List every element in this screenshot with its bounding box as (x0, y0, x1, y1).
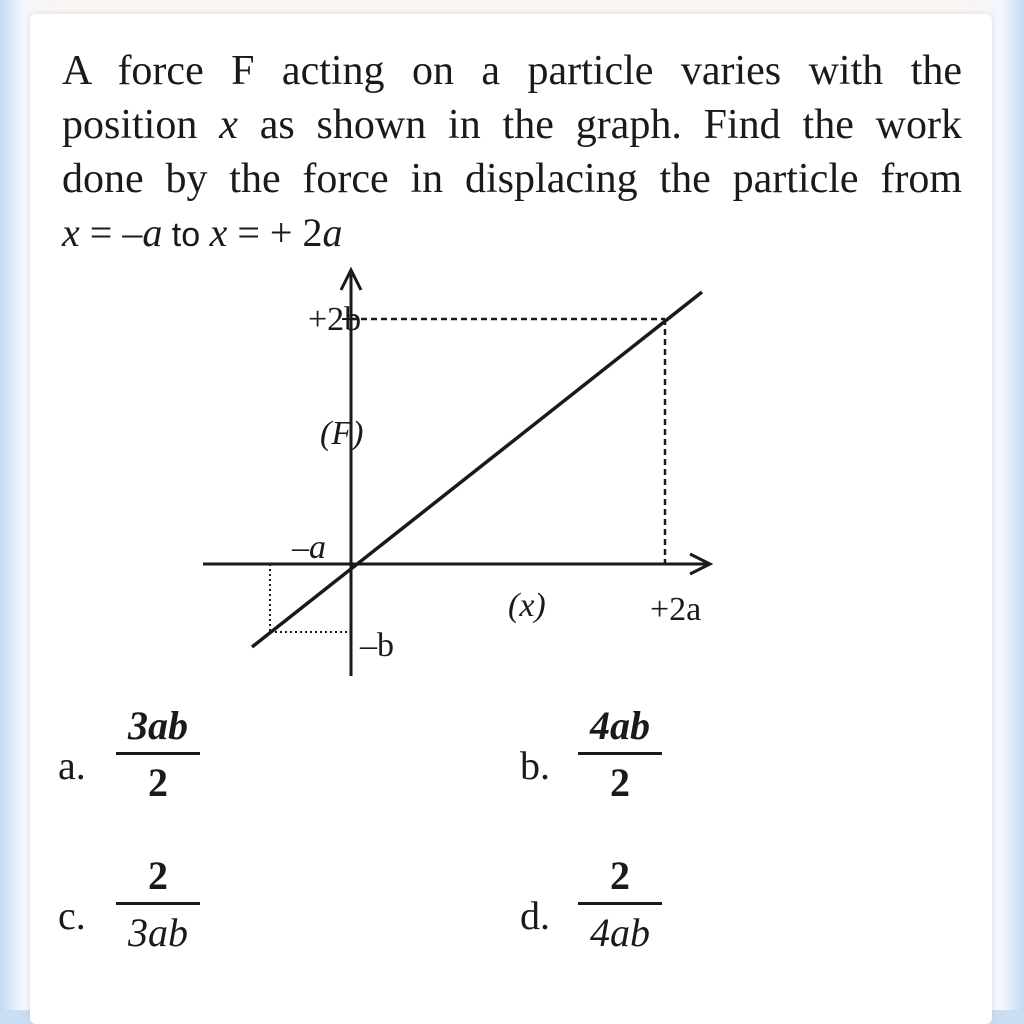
option-a-letter: a. (58, 743, 86, 788)
option-b[interactable] (520, 704, 720, 834)
label-minus-b: –b (360, 627, 394, 664)
fraction-bar (578, 902, 662, 905)
label-minus-a: –a (292, 529, 326, 566)
option-a[interactable] (58, 704, 258, 834)
option-b-denominator: 2 (610, 760, 630, 805)
option-d-letter: d. (520, 893, 550, 938)
option-d-denominator: 4ab (590, 910, 650, 955)
option-c-numerator: 2 (148, 853, 168, 898)
option-c-letter: c. (58, 893, 86, 938)
option-b-letter: b. (520, 743, 550, 788)
option-d[interactable] (520, 854, 720, 984)
option-c-fraction (116, 854, 200, 955)
option-b-numerator: 4ab (590, 703, 650, 748)
option-d-numerator: 2 (610, 853, 630, 898)
option-a-fraction (116, 704, 200, 805)
option-a-denominator: 2 (148, 760, 168, 805)
fraction-bar (116, 752, 200, 755)
label-f-axis: (F) (320, 415, 364, 452)
question-line-2: position x as shown in the graph. Find the work (62, 102, 962, 148)
question-line-3: done by the force in displacing the particle from (62, 156, 962, 202)
option-c-denominator: 3ab (128, 910, 188, 955)
option-a-numerator: 3ab (128, 703, 188, 748)
fraction-bar (578, 752, 662, 755)
option-d-fraction (578, 854, 662, 955)
question-line-4: x = –a to x = + 2a (62, 210, 343, 255)
label-x-axis: (x) (508, 587, 546, 624)
question-line-1: A force F acting on a particle varies with the (62, 48, 962, 94)
question-card (30, 14, 992, 1024)
force-position-graph (200, 264, 760, 694)
question-text (62, 44, 962, 262)
option-b-fraction (578, 704, 662, 805)
label-plus-2a: +2a (650, 591, 702, 628)
label-plus-2b: +2b (308, 301, 362, 338)
option-c[interactable] (58, 854, 258, 984)
force-line (252, 292, 702, 647)
fraction-bar (116, 902, 200, 905)
